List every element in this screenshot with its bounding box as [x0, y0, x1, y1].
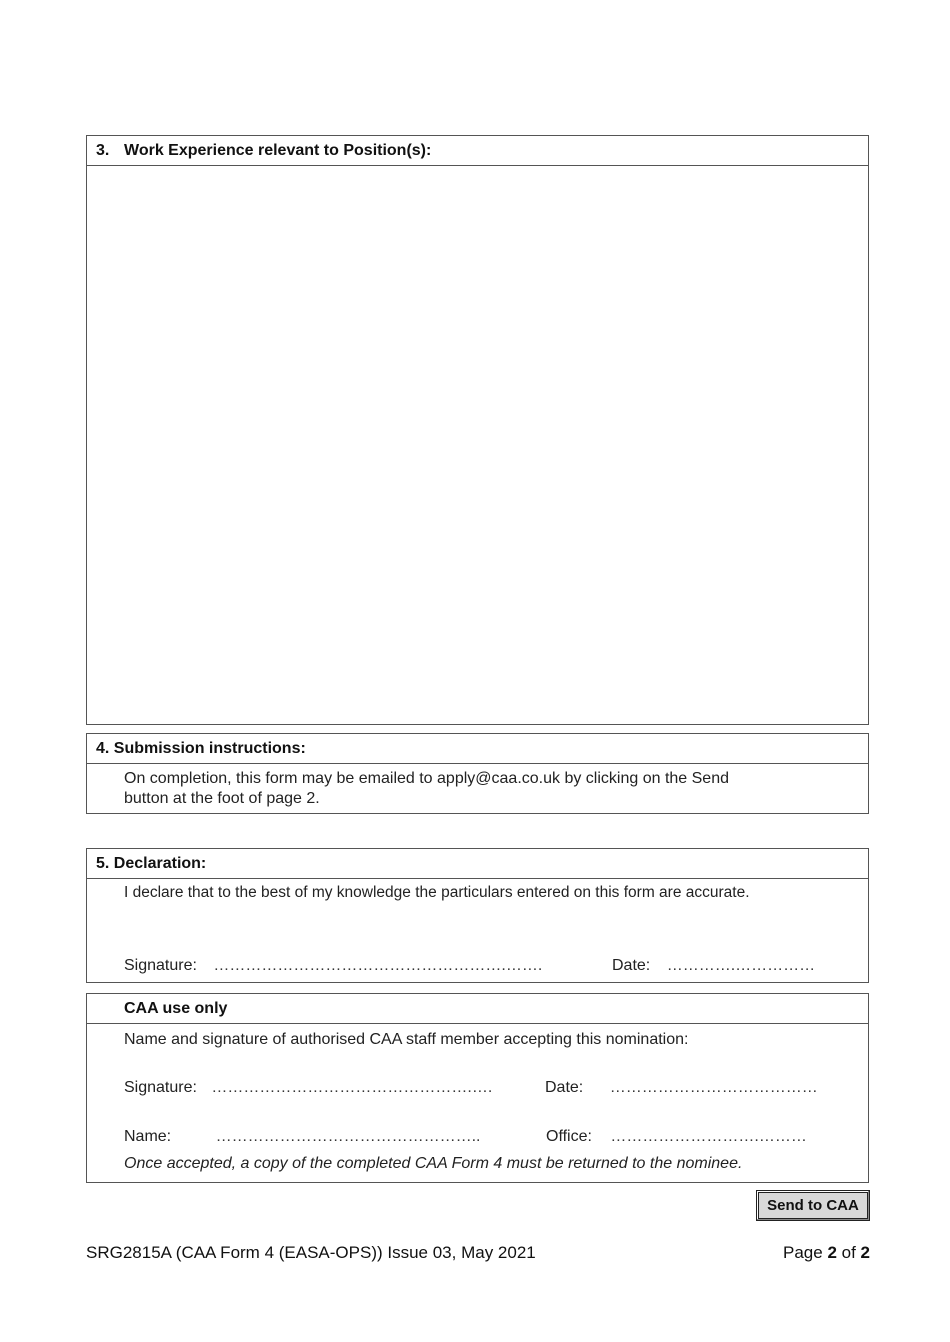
- submission-instructions-section: [86, 733, 869, 814]
- submission-line-2: button at the foot of page 2.: [124, 790, 320, 807]
- form-reference: SRG2815A (CAA Form 4 (EASA-OPS)) Issue 03, May 2021: [86, 1243, 536, 1262]
- declaration-date-row: [612, 957, 815, 975]
- submission-line-1: On completion, this form may be emailed to apply@caa.co.uk by clicking on the Send: [124, 770, 729, 787]
- caa-use-only-section: [86, 993, 869, 1183]
- page-current: 2: [827, 1243, 837, 1262]
- section-number: 3.: [96, 142, 110, 159]
- caa-office-label: Office:: [546, 1128, 592, 1145]
- page-number: [783, 1243, 870, 1263]
- work-experience-section: [86, 135, 869, 725]
- caa-date-field[interactable]: …………………………………: [609, 1079, 818, 1096]
- caa-intro: Name and signature of authorised CAA staff member accepting this nomination:: [124, 1031, 689, 1048]
- caa-signature-label: Signature:: [124, 1079, 197, 1096]
- caa-signature-field[interactable]: ………………………………………….….: [211, 1079, 493, 1096]
- caa-date-row: [545, 1079, 818, 1097]
- section-title: Work Experience relevant to Position(s):: [124, 142, 432, 159]
- declaration-section: [86, 848, 869, 983]
- date-label: Date:: [612, 957, 651, 974]
- page-of: of: [836, 1243, 861, 1262]
- declaration-signature-row: [124, 957, 542, 975]
- caa-signature-row: [124, 1079, 492, 1097]
- work-experience-field[interactable]: [87, 166, 868, 724]
- date-field[interactable]: ………….……………: [666, 957, 816, 974]
- declaration-header: 5. Declaration:: [87, 849, 868, 879]
- caa-use-only-header: CAA use only: [87, 994, 868, 1024]
- submission-instructions-text: [124, 769, 729, 809]
- signature-field[interactable]: ……………………………………………….…….: [213, 957, 543, 974]
- caa-note: Once accepted, a copy of the completed CAA Form 4 must be returned to the nominee.: [124, 1155, 743, 1172]
- caa-office-row: [546, 1128, 807, 1146]
- caa-name-row: [124, 1128, 480, 1146]
- caa-name-field[interactable]: …………………………………………..: [215, 1128, 481, 1145]
- declaration-statement: I declare that to the best of my knowledge the particulars entered on this form are accurate.: [124, 884, 750, 901]
- caa-date-label: Date:: [545, 1079, 584, 1096]
- caa-name-label: Name:: [124, 1128, 172, 1145]
- submission-instructions-header: 4. Submission instructions:: [87, 734, 868, 764]
- signature-label: Signature:: [124, 957, 197, 974]
- work-experience-header: [87, 136, 868, 166]
- page-prefix: Page: [783, 1243, 828, 1262]
- send-to-caa-button[interactable]: Send to CAA: [756, 1190, 870, 1221]
- page-total: 2: [860, 1243, 870, 1262]
- caa-office-field[interactable]: ……………………….………: [610, 1128, 807, 1145]
